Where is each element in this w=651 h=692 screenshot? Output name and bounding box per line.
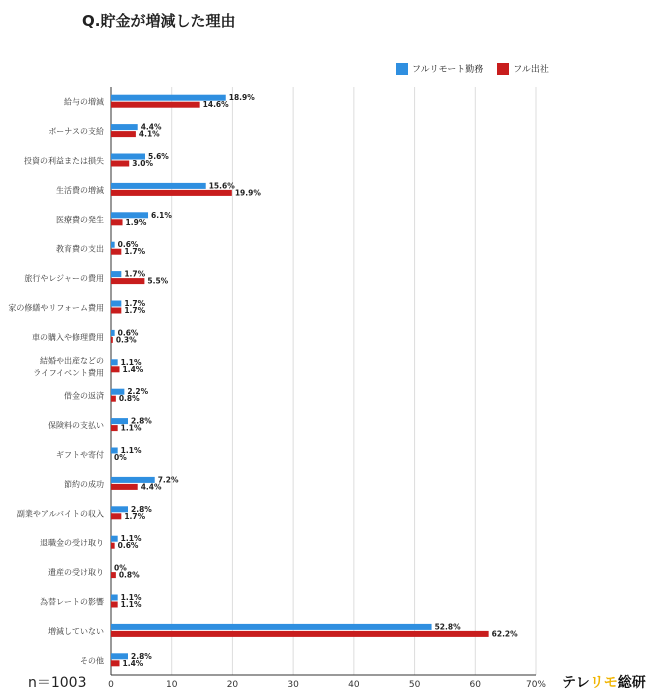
data-label-remote: 0.6%: [117, 240, 139, 250]
bar-remote: [111, 271, 121, 277]
data-label-office: 4.4%: [140, 482, 162, 492]
category-label: 車の購入や修理費用: [32, 332, 104, 342]
data-label-remote: 1.7%: [124, 269, 146, 279]
brand-suffix: 総研: [617, 675, 646, 691]
bar-remote: [111, 183, 206, 189]
x-tick-label: 0: [108, 680, 114, 690]
category-label: ボーナスの支給: [48, 127, 104, 137]
x-tick-label: 40: [348, 680, 360, 690]
data-label-office: 5.5%: [147, 276, 169, 286]
bar-office: [111, 602, 118, 608]
category-label: 医療費の発生: [56, 215, 104, 225]
bar-remote: [111, 624, 432, 630]
data-label-remote: 1.1%: [120, 446, 142, 455]
data-label-remote: 15.6%: [208, 181, 235, 191]
data-label-remote: 1.1%: [120, 357, 142, 367]
category-label: 節約の成功: [64, 479, 104, 489]
bar-remote: [111, 359, 118, 365]
category-label: ライフイベント費用: [33, 368, 104, 378]
bar-office: [111, 396, 116, 402]
category-label: 結婚や出産などの: [40, 356, 104, 366]
bar-office: [111, 484, 138, 490]
x-tick-label: 10: [165, 680, 178, 690]
bar-office: [111, 572, 116, 578]
data-label-remote: 2.2%: [127, 387, 149, 397]
x-tick-label: 20: [226, 680, 239, 690]
data-label-remote: 7.2%: [157, 475, 179, 485]
bar-office: [111, 278, 144, 284]
data-label-office: 1.7%: [124, 306, 146, 315]
data-label-office: 62.2%: [491, 629, 518, 639]
category-label: ギフトや寄付: [56, 450, 104, 460]
bar-office: [111, 337, 113, 343]
bar-office: [111, 161, 129, 167]
bar-remote: [111, 301, 121, 307]
data-label-office: 1.1%: [120, 423, 142, 433]
brand-logo: [562, 672, 646, 692]
category-label: 給与の増減: [64, 97, 104, 107]
bar-remote: [111, 595, 118, 601]
data-label-remote: 2.8%: [131, 504, 152, 514]
data-label-remote: 18.9%: [228, 93, 255, 103]
data-label-office: 0.6%: [117, 541, 139, 551]
data-label-office: 19.9%: [234, 188, 261, 198]
data-label-office: 1.4%: [122, 658, 144, 668]
bar-office: [111, 249, 121, 255]
category-label: 借金の返済: [64, 391, 104, 401]
chart-title: Q.貯金が増減した理由: [82, 12, 236, 30]
legend-label-remote: フルリモート勤務: [412, 65, 484, 75]
bar-remote: [111, 330, 115, 336]
bar-office: [111, 102, 200, 108]
data-label-office: 3.0%: [132, 159, 154, 168]
data-label-remote: 2.8%: [131, 651, 152, 661]
bar-office: [111, 425, 118, 431]
x-tick-label: 60: [469, 680, 482, 690]
bar-office: [111, 219, 123, 225]
x-tick-label: 50: [408, 680, 421, 690]
bar-office: [111, 631, 489, 637]
category-label: 遺産の受け取り: [48, 568, 104, 578]
brand-accent: リモ: [589, 675, 618, 691]
bar-office: [111, 131, 136, 137]
data-label-remote: 2.8%: [131, 416, 152, 426]
category-label: 教育費の支出: [56, 244, 104, 254]
category-label: 退職金の受け取り: [40, 538, 104, 548]
data-label-remote: 1.1%: [120, 534, 142, 544]
data-label-office: 0.8%: [118, 394, 140, 404]
data-label-remote: 1.7%: [124, 299, 146, 308]
category-label: 保険料の支払い: [48, 421, 104, 431]
bar-office: [111, 543, 115, 549]
category-label: その他: [80, 656, 104, 666]
data-label-office: 0.8%: [118, 570, 140, 580]
data-label-office: 1.4%: [122, 364, 144, 374]
category-label: 増減していない: [48, 626, 104, 636]
data-label-remote: 5.6%: [148, 152, 169, 161]
category-label: 家の修繕やリフォーム費用: [8, 303, 104, 313]
data-label-office: 4.1%: [138, 129, 160, 139]
data-label-remote: 52.8%: [434, 622, 461, 632]
bar-office: [111, 366, 120, 372]
x-tick-label: 70%: [525, 680, 547, 690]
category-label: 生活費の増減: [56, 185, 104, 195]
data-label-office: 1.7%: [124, 511, 146, 521]
x-tick-label: 30: [287, 680, 299, 690]
data-label-office: 14.6%: [202, 100, 229, 110]
data-label-remote: 0%: [114, 563, 127, 573]
bar-office: [111, 190, 232, 196]
bar-office: [111, 660, 120, 666]
data-label-office: 0.3%: [115, 335, 137, 345]
bar-remote: [111, 242, 115, 248]
bar-office: [111, 308, 121, 314]
category-label: 旅行やレジャーの費用: [24, 274, 104, 284]
data-label-office: 1.9%: [125, 217, 147, 227]
data-label-remote: 6.1%: [151, 210, 172, 220]
category-label: 副業やアルバイトの収入: [16, 509, 104, 519]
category-label: 投資の利益または損失: [24, 156, 104, 166]
data-label-remote: 1.1%: [120, 593, 142, 602]
data-label-office: 1.1%: [120, 600, 142, 609]
data-label-remote: 0.6%: [117, 328, 139, 338]
data-label-remote: 4.4%: [140, 122, 162, 132]
bar-office: [111, 513, 121, 519]
bar-remote: [111, 124, 138, 130]
data-label-office: 1.7%: [124, 247, 146, 257]
brand-prefix: テレ: [562, 675, 590, 691]
legend-label-office: フル出社: [513, 65, 549, 75]
category-label: 為替レートの影響: [40, 597, 104, 607]
data-label-office: 0%: [114, 453, 127, 462]
sample-size-label: n＝1003: [28, 675, 87, 691]
